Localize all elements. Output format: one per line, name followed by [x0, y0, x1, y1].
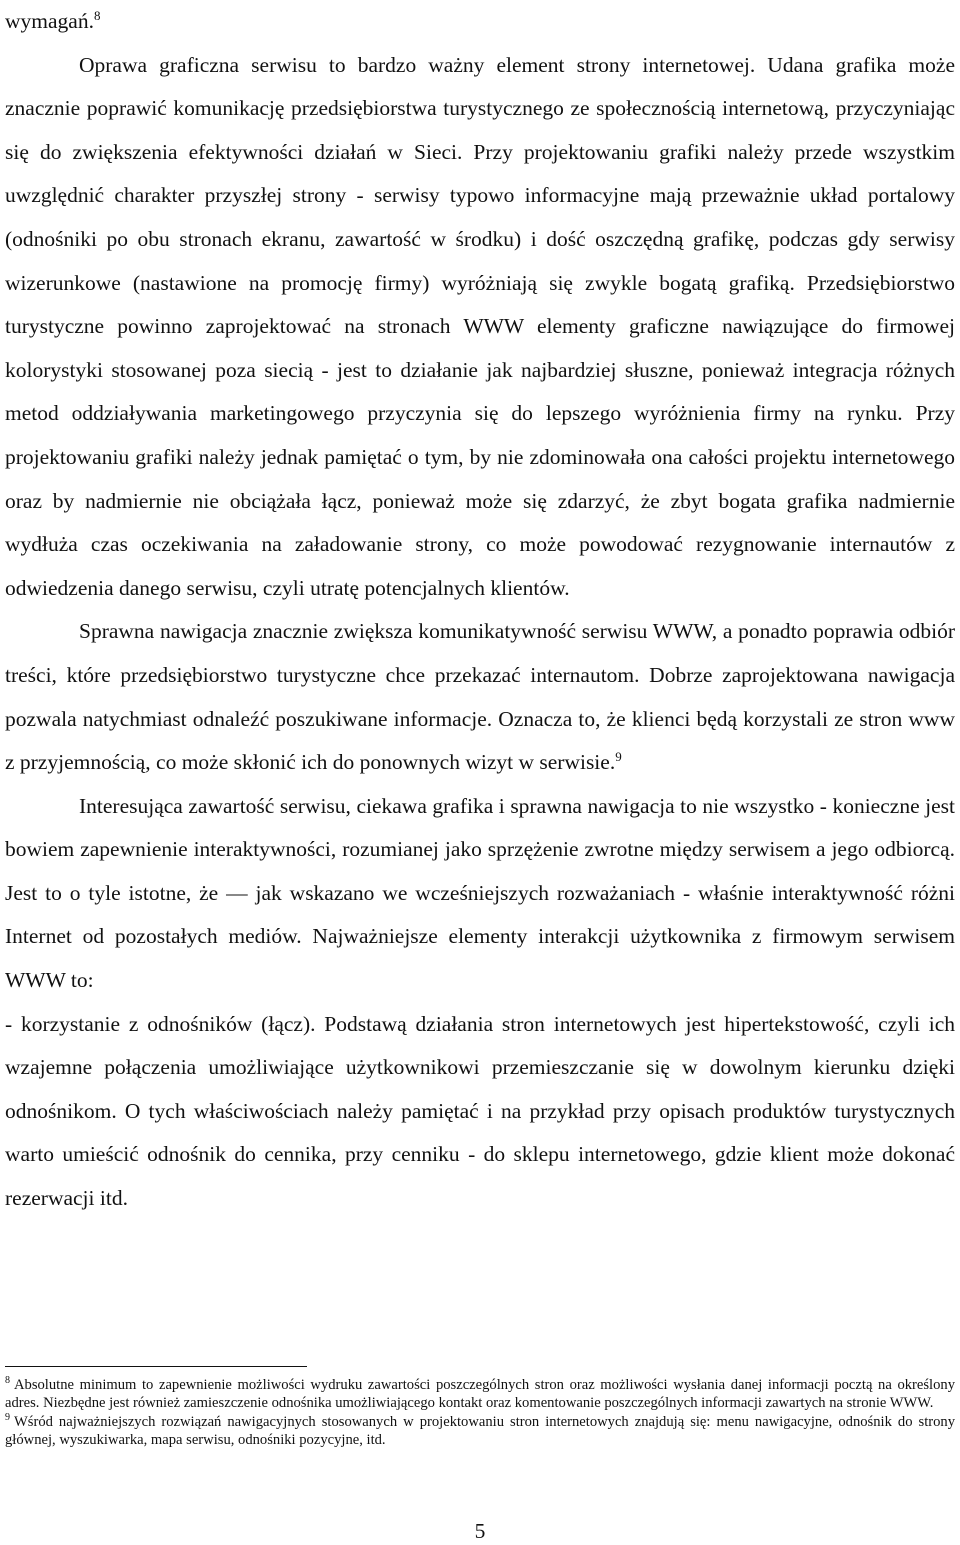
paragraph-interactivity-text: Interesująca zawartość serwisu, ciekawa grafika i sprawna nawigacja to nie wszystko - konieczne jest bowiem zapewnienie interaktywności, rozumianej jako sprzężenie zwrotne między serwisem a jego odbiorcą. Jest to o tyle istotne, że — jak wskazano we wcześniejszych rozważaniach - właśnie interaktywność różni Internet od pozostałych mediów. Najważniejsze elementy interakcji użytkownika z firmowym serwisem WWW to: [5, 793, 955, 993]
paragraph-interactivity [5, 785, 955, 1003]
page-number: 5 [474, 1519, 486, 1543]
footnote-9-number: 9 [5, 1411, 10, 1423]
paragraph-links [5, 1003, 955, 1221]
paragraph-navigation [5, 610, 955, 784]
footnote-9-text: Wśród najważniejszych rozwiązań nawigacyjnych stosowanych w projektowaniu stron internetowych znajdują się: menu nawigacyjne, odnośnik do strony głównej, wyszukiwarka, mapa serwisu, odnośniki pozycyjne, itd. [5, 1413, 955, 1449]
footnotes [5, 1376, 955, 1450]
paragraph-graphics-text: Oprawa graficzna serwisu to bardzo ważny element strony internetowej. Udana grafika może znacznie poprawić komunikację przedsiębiorstwa turystycznego ze społecznością internetową, przyczyniając się do zwiększenia efektywności działań w Sieci. Przy projektowaniu grafiki należy przede wszystkim uwzględnić charakter przyszłej strony - serwisy typowo informacyjne mają przeważnie układ portalowy (odnośniki po obu stronach ekranu, zawartość w środku) i dość oszczędną grafikę, podczas gdy serwisy wizerunkowe (nastawione na promocję firmy) wyróżniają się zwykle bogatą grafiką. Przedsiębiorstwo turystyczne powinno zaprojektować na stronach WWW elementy graficzne nawiązujące do firmowej kolorystyki stosowanej poza siecią - jest to działanie jak najbardziej słuszne, ponieważ integracja różnych metod oddziaływania marketingowego przyczynia się do lepszego wyróżnienia firmy na rynku. Przy projektowaniu grafiki należy jednak pamiętać o tym, by nie zdominowała ona całości projektu internetowego oraz by nadmiernie nie obciążała łącz, ponieważ może się zdarzyć, że zbyt bogata grafika nadmiernie wydłuża czas oczekiwania na załadowanie strony, co może powodować rezygnowanie internautów z odwiedzenia danego serwisu, czyli utratę potencjalnych klientów. [5, 52, 955, 600]
footnote-8 [5, 1376, 955, 1413]
footnote-8-number: 8 [5, 1375, 10, 1387]
document-page [5, 0, 955, 1545]
paragraph-graphics [5, 44, 955, 611]
footnote-ref-8: 8 [93, 7, 101, 23]
footnote-9 [5, 1413, 955, 1450]
footnote-ref-9: 9 [615, 748, 622, 764]
paragraph-navigation-text: Sprawna nawigacja znacznie zwiększa komunikatywność serwisu WWW, a ponadto poprawia odbiór treści, które przedsiębiorstwo turystyczne chce przekazać internautom. Dobrze zaprojektowana nawigacja pozwala natychmiast odnaleźć poszukiwane informacje. Oznacza to, że klienci będą korzystali ze stron www z przyjemnością, co może skłonić ich do ponownych wizyt w serwisie. [5, 619, 955, 775]
lead-line-text: wymagań. [5, 9, 94, 33]
footnote-separator [5, 1366, 307, 1367]
footnote-8-text: Absolutne minimum to zapewnienie możliwości wydruku zawartości poszczególnych stron oraz możliwości wysłania danej informacji pocztą na określony adres. Niezbędne jest również zamieszczenie odnośnika umożliwiającego kontakt oraz komentowanie poszczególnych informacji zawartych na stronie WWW. [5, 1377, 955, 1412]
paragraph-links-text: - korzystanie z odnośników (łącz). Podstawą działania stron internetowych jest hipertekstowość, czyli ich wzajemne połączenia umożliwiające użytkownikowi przemieszczanie się w dowolnym kierunku dzięki odnośnikom. O tych właściwościach należy pamiętać i na przykład przy opisach produktów turystycznych warto umieścić odnośnik do cennika, przy cenniku - do sklepu internetowego, gdzie klient może dokonać rezerwacji itd. [5, 1011, 955, 1211]
lead-line [5, 0, 955, 44]
